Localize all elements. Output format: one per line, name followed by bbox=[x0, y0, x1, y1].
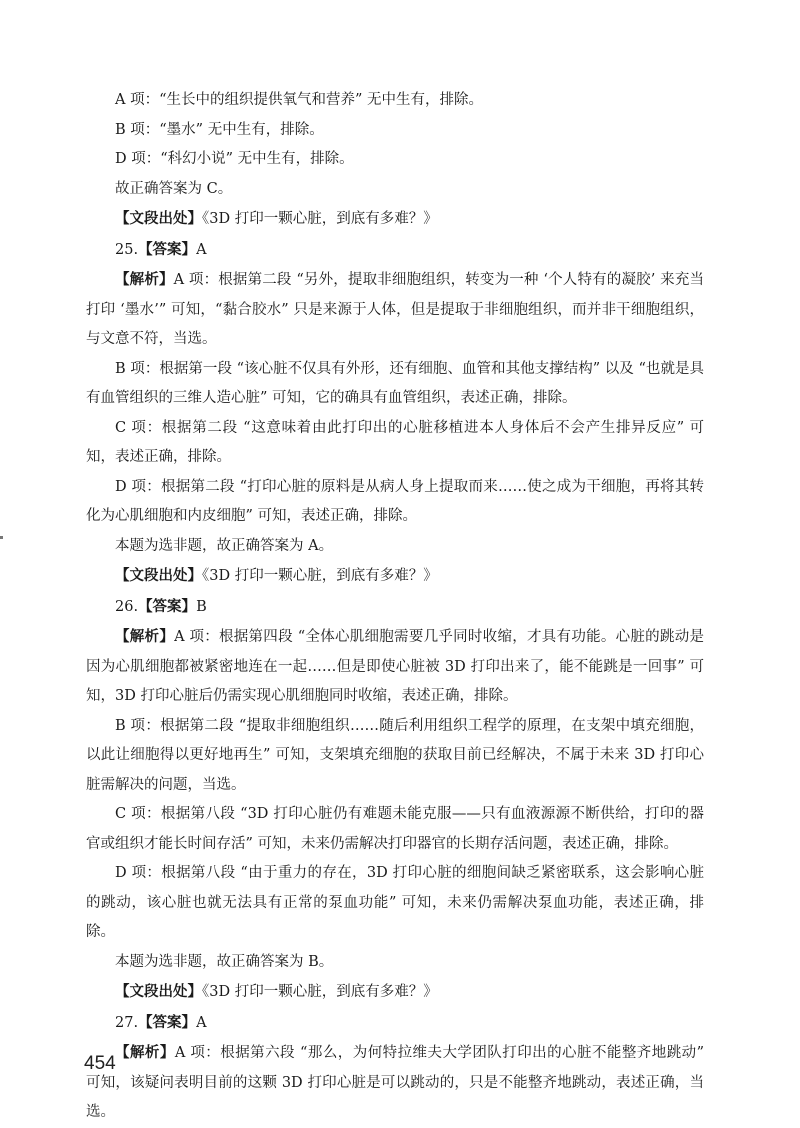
paragraph-text: A 项：根据第四段 “全体心肌细胞需要几乎同时收缩，才具有功能。心脏的跳动是因为心肌细胞都被紧密地连在一起……但是即使心脏被 3D 打印出来了，能不能跳是一回事” 可知，3D 打印心脏后仍需实现心肌细胞同时收缩，表述正确，排除。 bbox=[86, 629, 704, 704]
paragraph bbox=[86, 859, 704, 948]
paragraph-text: 《3D 打印一颗心脏，到底有多难？》 bbox=[202, 568, 438, 584]
bold-label: 【解析】 bbox=[115, 1044, 175, 1061]
paragraph bbox=[86, 948, 704, 978]
paragraph bbox=[86, 800, 704, 859]
paragraph-text: D 项：根据第二段 “打印心脏的原料是从病人身上提取而来……使之成为干细胞，再将其转化为心肌细胞和内皮细胞” 可知，表述正确，排除。 bbox=[86, 478, 704, 524]
paragraph-text: D 项：根据第八段 “由于重力的存在，3D 打印心脏的细胞间缺乏紧密联系，这会影响心脏的跳动，该心脏也就无法具有正常的泵血功能” 可知，未来仍需解决泵血功能，表述正确，排除。 bbox=[86, 865, 704, 940]
paragraph-text: B 项：根据第一段 “该心脏不仅具有外形，还有细胞、血管和其他支撑结构” 以及 “也就是具有血管组织的三维人造心脏” 可知，它的确具有血管组织，表述正确，排除。 bbox=[86, 360, 704, 406]
bold-label: 【答案】 bbox=[138, 1013, 197, 1031]
paragraph-text: 25. bbox=[115, 241, 139, 258]
paragraph-text: 本题为选非题，故正确答案为 B。 bbox=[115, 953, 334, 970]
bold-label: 【文段出处】 bbox=[115, 210, 202, 227]
paragraph-text: B 项：“墨水” 无中生有，排除。 bbox=[115, 121, 324, 138]
paragraph-text: 本题为选非题，故正确答案为 A。 bbox=[115, 537, 334, 554]
paragraph bbox=[86, 116, 704, 146]
bold-label: 【答案】 bbox=[138, 240, 197, 258]
paragraph bbox=[86, 175, 704, 205]
bold-label: 【文段出处】 bbox=[115, 983, 202, 1000]
paragraph bbox=[86, 592, 704, 623]
paragraph-text: D 项：“科幻小说” 无中生有，排除。 bbox=[115, 151, 354, 167]
paragraph bbox=[86, 1038, 704, 1128]
paragraph-text: 《3D 打印一颗心脏，到底有多难？》 bbox=[202, 211, 438, 227]
paragraph-text: C 项：根据第二段 “这意味着由此打印出的心脏移植进本人身体后不会产生排异反应” 可知，表述正确，排除。 bbox=[86, 419, 704, 465]
paragraph-text: A bbox=[196, 1014, 207, 1031]
paragraph-text: A 项：“生长中的组织提供氧气和营养” 无中生有，排除。 bbox=[115, 92, 484, 108]
paragraph-text: C 项：根据第八段 “3D 打印心脏仍有难题未能克服——只有血液源源不断供给，打印的器官或组织才能长时间存活” 可知，未来仍需解决打印器官的长期存活问题，表述正确，排除。 bbox=[86, 806, 704, 852]
paragraph bbox=[86, 712, 704, 801]
paragraph bbox=[86, 561, 704, 592]
paragraph-text: 故正确答案为 C。 bbox=[115, 180, 233, 197]
paragraph-text: A bbox=[196, 241, 207, 258]
paragraph-text: A 项：根据第六段 “那么，为何特拉维夫大学团队打印出的心脏不能整齐地跳动” 可知，该疑问表明目前的这颗 3D 打印心脏是可以跳动的，只是不能整齐地跳动，表述正确，当选。 bbox=[86, 1045, 705, 1120]
paragraph bbox=[86, 204, 704, 235]
bold-label: 【答案】 bbox=[138, 597, 197, 615]
bold-label: 【文段出处】 bbox=[115, 567, 202, 584]
paragraph-text: B bbox=[196, 598, 207, 615]
bold-label: 【解析】 bbox=[115, 628, 175, 645]
paragraph bbox=[86, 235, 704, 266]
paragraph bbox=[86, 355, 704, 414]
paragraph bbox=[86, 473, 704, 532]
page-number: 454 bbox=[84, 1053, 116, 1074]
paragraph bbox=[86, 265, 704, 355]
bold-label: 【解析】 bbox=[115, 271, 174, 288]
paragraph-text: 27. bbox=[115, 1014, 139, 1031]
paragraph bbox=[86, 414, 704, 473]
paragraph-text: 26. bbox=[115, 598, 139, 615]
paragraph-text: A 项：根据第二段 “另外，提取非细胞组织，转变为一种 ‘个人特有的凝胶’ 来充当打印 ‘墨水’” 可知，“黏合胶水” 只是来源于人体，但是提取于非细胞组织，而并非干细胞组织，与文意不符，当选。 bbox=[86, 272, 704, 347]
paragraph bbox=[86, 977, 704, 1008]
paragraph bbox=[86, 532, 704, 562]
paragraph-text: 《3D 打印一颗心脏，到底有多难？》 bbox=[202, 984, 438, 1000]
paragraph bbox=[86, 145, 704, 175]
scan-margin-mark bbox=[0, 536, 3, 539]
paragraph bbox=[86, 86, 704, 116]
paragraph bbox=[86, 1008, 704, 1039]
paragraph-text: B 项：根据第二段 “提取非细胞组织……随后利用组织工程学的原理，在支架中填充细胞，以此让细胞得以更好地再生” 可知，支架填充细胞的获取目前已经解决，不属于未来 3D 打印心脏需解决的问题，当选。 bbox=[86, 717, 704, 793]
paragraph bbox=[86, 622, 704, 712]
document-body bbox=[86, 86, 704, 1128]
